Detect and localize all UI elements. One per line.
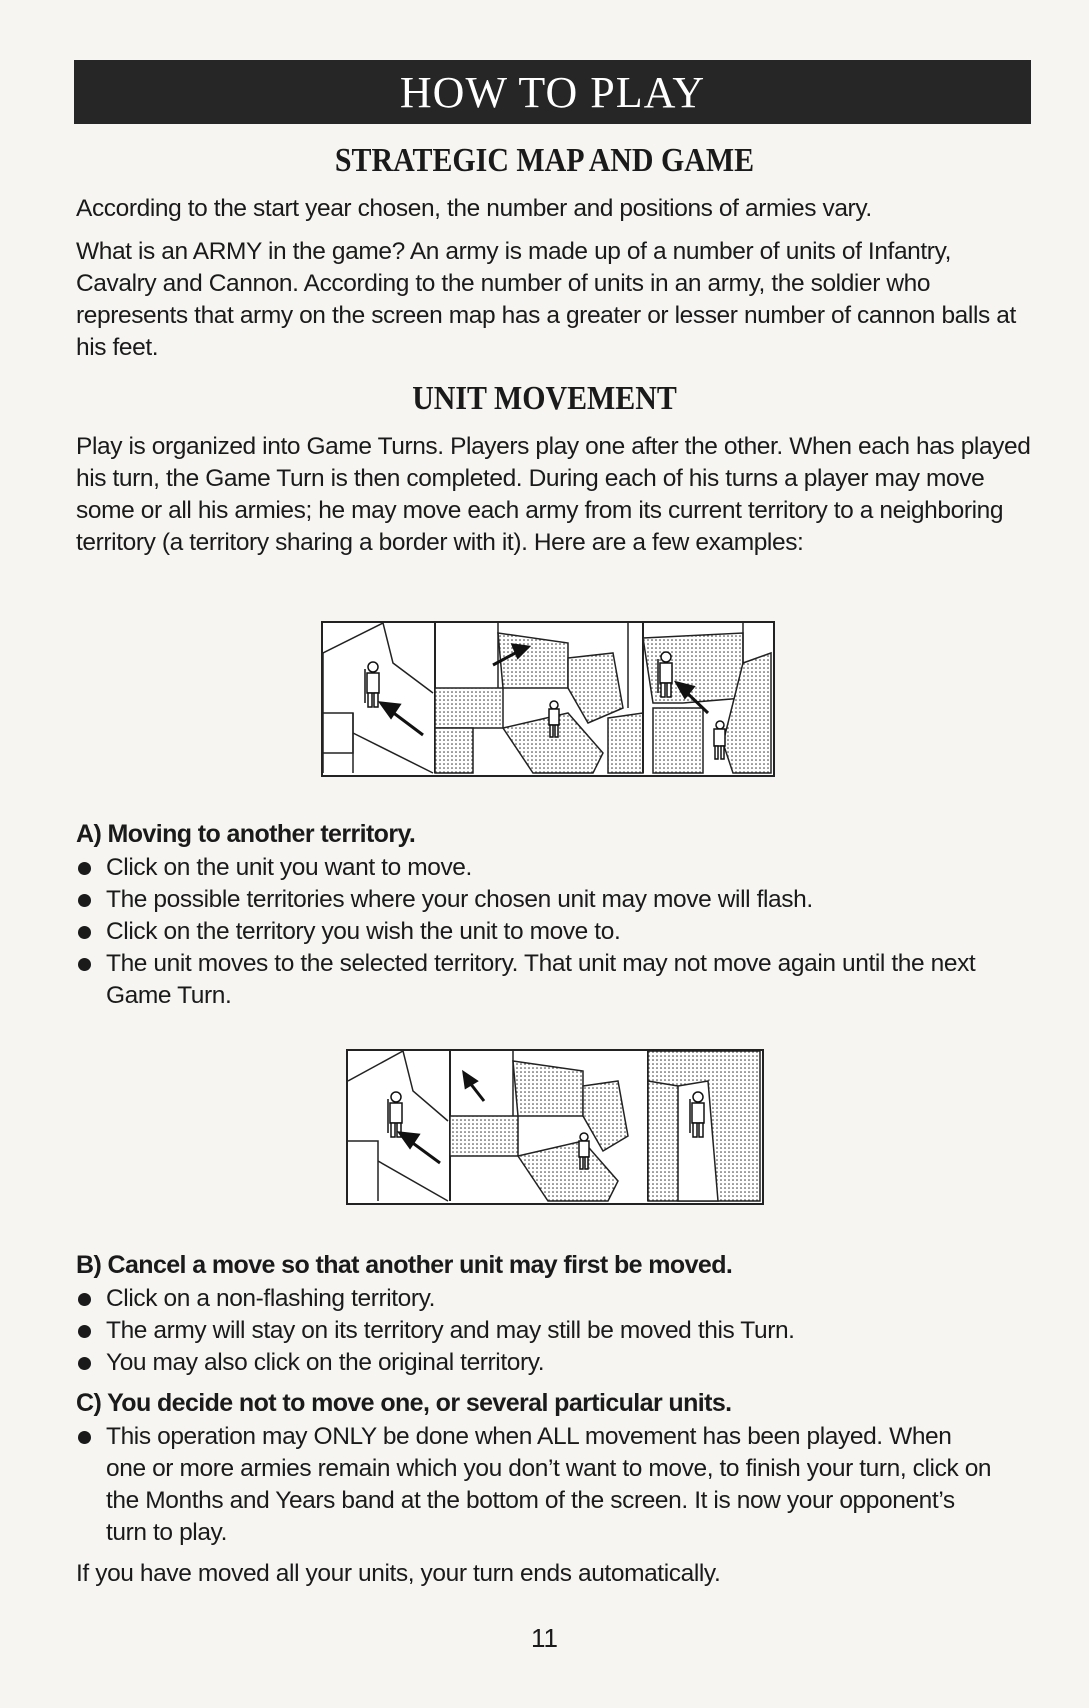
map-panel-3 (648, 1051, 760, 1201)
section-heading-unit-movement: UNIT MOVEMENT (412, 380, 677, 417)
map-panel-2 (450, 1051, 648, 1201)
list-item: Click on a non-flashing territory. (76, 1283, 1036, 1315)
paragraph-game-turns: Play is organized into Game Turns. Players play one after the other. When each has played his turn, the Game Turn is then completed. During each of his turns a player may move some or all his armies; he may move each army from its current territory to a neighboring territory (a territory sharing a border with it). Here are a few examples: (76, 433, 1031, 556)
paragraph-start-year: According to the start year chosen, the number and positions of armies vary. (76, 195, 872, 222)
list-item: The possible territories where your chosen unit may move will flash. (76, 884, 1036, 916)
bullet-icon (78, 1431, 91, 1444)
list-b (76, 1283, 1036, 1379)
page-number: 11 (531, 1623, 558, 1653)
bullet-icon (78, 1293, 91, 1306)
bullet-icon (78, 926, 91, 939)
paragraph-army-definition: What is an ARMY in the game? An army is made up of a number of units of Infantry, Cavalry and Cannon. According to the number of units in an army, the soldier who represents that army on the screen map has a greater or lesser number of cannon balls at his feet. (76, 238, 1016, 361)
list-c (76, 1421, 1036, 1549)
bullet-icon (78, 862, 91, 875)
map-panel-2 (435, 623, 643, 773)
subheading-c: C) You decide not to move one, or several particular units. (76, 1389, 732, 1417)
bullet-icon (78, 1325, 91, 1338)
list-item: The army will stay on its territory and may still be moved this Turn. (76, 1315, 1036, 1347)
list-a (76, 852, 1036, 1012)
bullet-icon (78, 958, 91, 971)
list-item: This operation may ONLY be done when ALL movement has been played. When one or more armies remain which you don’t want to move, to finish your turn, click on the Months and Years band at the bottom of the screen. It is now your opponent’s turn to play. (76, 1421, 1036, 1549)
subheading-a: A) Moving to another territory. (76, 820, 416, 848)
bullet-icon (78, 1357, 91, 1370)
list-item: Click on the territory you wish the unit to move to. (76, 916, 1036, 948)
subheading-b: B) Cancel a move so that another unit may first be moved. (76, 1251, 733, 1279)
list-item: The unit moves to the selected territory. That unit may not move again until the next Game Turn. (76, 948, 1036, 1012)
movement-example-map-1 (321, 621, 775, 777)
paragraph-closing: If you have moved all your units, your turn ends automatically. (76, 1560, 721, 1587)
soldier-icon (365, 662, 379, 707)
list-item: Click on the unit you want to move. (76, 852, 1036, 884)
map-panel-3 (643, 623, 771, 773)
list-item: You may also click on the original territory. (76, 1347, 1036, 1379)
movement-example-map-2 (346, 1049, 764, 1205)
section-heading-strategic-map: STRATEGIC MAP AND GAME (334, 142, 755, 179)
page-title-banner: HOW TO PLAY (74, 60, 1031, 124)
soldier-icon (714, 721, 725, 759)
map-panel-1 (323, 623, 435, 773)
bullet-icon (78, 894, 91, 907)
soldier-icon (388, 1092, 402, 1137)
